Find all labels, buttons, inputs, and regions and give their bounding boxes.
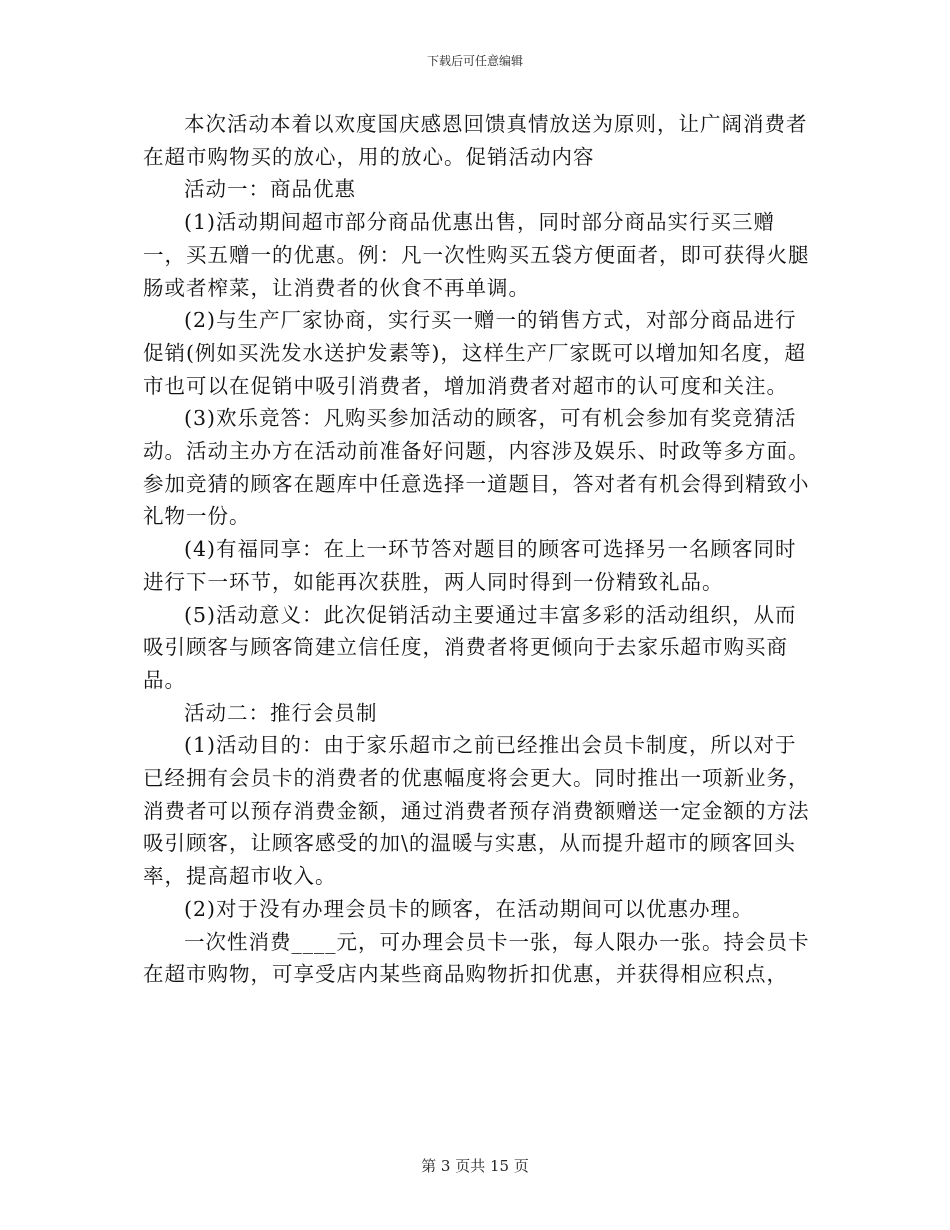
paragraph-item-1: (1)活动期间超市部分商品优惠出售，同时部分商品实行买三赠一，买五赠一的优惠。例：凡一次性购买五袋方便面者，即可获得火腿肠或者榨菜，让消费者的伙食不再单调。 bbox=[143, 210, 810, 300]
paragraph-item-2: (2)与生产厂家协商，实行买一赠一的销售方式，对部分商品进行促销(例如买洗发水送护发素等)，这样生产厂家既可以增加知名度，超市也可以在促销中吸引消费者，增加消费者对超市的认可度和关注。 bbox=[143, 308, 806, 398]
page-footer: 第 3 页共 15 页 bbox=[421, 1157, 529, 1175]
paragraph-item-4: (4)有福同享：在上一环节答对题目的顾客可选择另一名顾客同时进行下一环节，如能再次获胜，两人同时得到一份精致礼品。 bbox=[143, 537, 797, 594]
document-body bbox=[143, 108, 815, 991]
heading-activity-one: 活动一：商品优惠 bbox=[184, 177, 356, 202]
paragraph-member-1: (1)活动目的：由于家乐超市之前已经推出会员卡制度，所以对于已经拥有会员卡的消费者的优惠幅度将会更大。同时推出一项新业务，消费者可以预存消费金额，通过消费者预存消费额赠送一定金额的方法吸引顾客，让顾客感受的加\的温暖与实惠，从而提升超市的顾客回头率，提高超市收入。 bbox=[143, 733, 810, 889]
paragraph-item-3: (3)欢乐竞答：凡购买参加活动的顾客，可有机会参加有奖竞猜活动。活动主办方在活动前准备好问题，内容涉及娱乐、时政等多方面。参加竞猜的顾客在题库中任意选择一道题目，答对者有机会得到精致小礼物一份。 bbox=[143, 406, 810, 529]
page-header: 下载后可任意编辑 bbox=[426, 54, 523, 68]
paragraph-member-3: 一次性消费____元，可办理会员卡一张，每人限办一张。持会员卡在超市购物，可享受店内某些商品购物折扣优惠，并获得相应积点， bbox=[143, 929, 810, 987]
paragraph-item-5: (5)活动意义：此次促销活动主要通过丰富多彩的活动组织，从而吸引顾客与顾客筒建立信任度，消费者将更倾向于去家乐超市购买商品。 bbox=[143, 602, 797, 692]
paragraph-intro: 本次活动本着以欢度国庆感恩回馈真情放送为原则，让广阔消费者在超市购物买的放心，用的放心。促销活动内容 bbox=[143, 112, 808, 169]
heading-activity-two: 活动二：推行会员制 bbox=[184, 700, 378, 725]
paragraph-member-2: (2)对于没有办理会员卡的顾客，在活动期间可以优惠办理。 bbox=[184, 896, 754, 921]
